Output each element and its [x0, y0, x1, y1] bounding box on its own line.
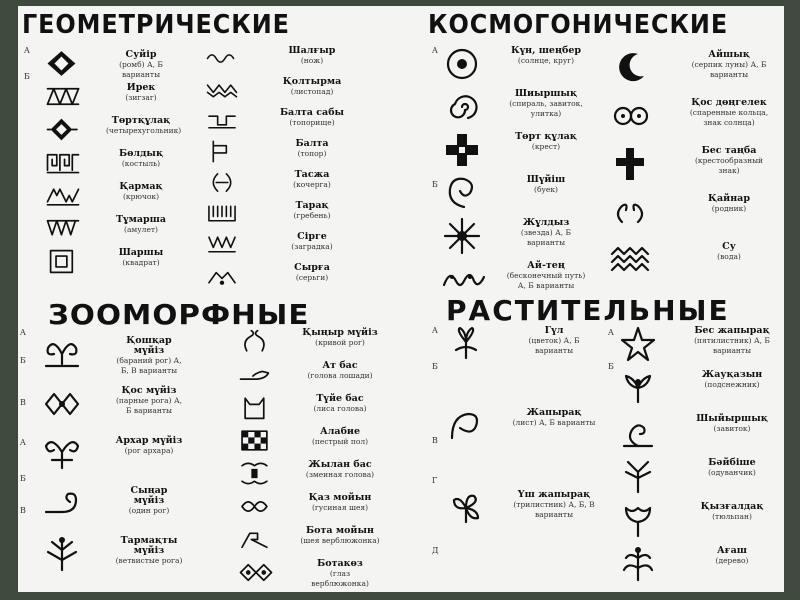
ornament-translation: (четырехугольник) — [106, 126, 182, 135]
ornament-translation: (парные рога) А, Б варианты — [115, 396, 183, 415]
ornament-label — [512, 326, 596, 356]
earring-icon — [196, 261, 248, 290]
ornament-name: Тұмарша — [115, 214, 166, 225]
ornament-name: Ай-тең — [527, 260, 565, 271]
ornament-label — [114, 336, 184, 376]
ornament-name: Бота мойын — [306, 525, 374, 536]
ornament-translation: (бесконечный путь) А, Б варианты — [506, 271, 586, 290]
ornament-label — [300, 559, 380, 589]
ornament-label — [686, 50, 772, 80]
ornament-translation: (звезда) А, Б варианты — [520, 228, 572, 247]
variant-marker: В — [20, 398, 26, 407]
ornament-name: Балта — [295, 138, 329, 149]
ornament-label — [114, 386, 184, 416]
ornament-translation: (гусиная шея) — [311, 503, 369, 512]
ornament-name: Сірге — [297, 231, 327, 242]
ornament-label — [300, 394, 380, 414]
dandelion-icon — [614, 456, 666, 496]
ornament-label — [300, 361, 380, 381]
section-title-zoomorphic: ЗООМОРФНЫЕ — [48, 298, 310, 331]
variant-marker: A — [432, 46, 438, 55]
ornament-name: Ат бас — [322, 360, 358, 371]
ornament-translation: (гребень) — [293, 211, 331, 220]
ornament-translation: (серпик луны) А, Б варианты — [691, 60, 767, 79]
curl-icon — [614, 412, 666, 452]
variant-marker: A — [20, 438, 26, 447]
ornament-translation: (бараний рог) А, Б, В варианты — [116, 356, 182, 375]
variant-marker: A — [20, 328, 26, 337]
triangle-band-icon — [42, 213, 84, 244]
variant-marker: A — [432, 326, 438, 335]
ornament-label — [300, 526, 380, 546]
ornament-label — [506, 218, 586, 248]
ornament-translation: (пестрый пол) — [311, 437, 369, 446]
ornament-name: Бәйбіше — [708, 457, 756, 468]
ornament-name: Ағаш — [717, 545, 747, 556]
ornament-name: Балта сабы — [279, 107, 345, 118]
ornament-name: Қаз мойын — [308, 492, 372, 503]
ornament-label — [300, 460, 380, 480]
ornament-translation: (костыль) — [121, 159, 161, 168]
variant-marker: Г — [432, 476, 438, 485]
ornament-name: Түйе бас — [316, 393, 364, 404]
ornament-name: Қайнар — [708, 193, 750, 204]
ornament-label — [300, 493, 380, 513]
water-icon — [610, 240, 654, 280]
variant-marker: Б — [432, 362, 438, 371]
ornament-translation: (спираль, завиток, улитка) — [509, 99, 583, 118]
ornament-name: Алабие — [319, 426, 361, 437]
ornament-name: Қос дөңгелек — [691, 97, 767, 108]
ornament-label — [512, 490, 596, 520]
ornament-translation: (вода) — [717, 252, 741, 261]
ornament-label — [274, 108, 350, 128]
ornament-label — [106, 182, 176, 202]
ornament-label — [114, 486, 184, 516]
goose-neck-icon — [226, 491, 286, 522]
ornament-label — [506, 46, 586, 66]
ornament-label — [506, 89, 586, 119]
ornament-name: Қос мүйіз — [121, 385, 177, 396]
fence-icon — [196, 230, 248, 259]
variant-marker: A — [24, 46, 30, 55]
ornament-translation: (нож) — [300, 56, 324, 65]
ornament-translation: (ромб) А, Б варианты — [119, 60, 163, 79]
ornament-name: Шыйыршық — [696, 413, 768, 424]
ornament-name: Гүл — [544, 325, 564, 336]
ornament-label — [274, 170, 350, 190]
checker-icon — [226, 425, 286, 456]
branched-horn-icon — [34, 534, 94, 574]
ornament-translation: (ветвистые рога) — [115, 556, 183, 565]
ornament-translation: (топорище) — [289, 118, 335, 127]
ornament-name: Тасжа — [294, 169, 330, 180]
ornament-translation: (заградка) — [291, 242, 333, 251]
five-leaf-icon — [614, 324, 666, 364]
argali-horn-icon — [34, 434, 94, 474]
double-crescent-icon — [196, 168, 248, 197]
ornament-label — [690, 546, 774, 566]
ornament-name: Сыңар мүйіз — [130, 485, 168, 506]
ornament-translation: (пятилистник) А, Б варианты — [694, 336, 770, 355]
ornament-label — [512, 408, 596, 428]
ornament-label — [690, 326, 774, 356]
ornament-name: Бес жапырақ — [694, 325, 770, 336]
variant-marker: В — [432, 436, 438, 445]
running-spiral-icon — [442, 259, 486, 299]
ornament-translation: (спаренные кольца, знак солнца) — [689, 108, 769, 127]
ornament-name: Бес таңба — [701, 145, 757, 156]
flower-icon — [442, 324, 494, 364]
ornament-translation: (глаз верблюжонка) — [311, 569, 369, 588]
section-title-plant: РАСТИТЕЛЬНЫЕ — [446, 294, 730, 327]
ornament-name: Ботакөз — [317, 558, 363, 569]
ornament-translation: (амулет) — [124, 225, 158, 234]
ornament-translation: (дерево) — [715, 556, 749, 565]
ornament-label — [106, 50, 176, 80]
double-horn-icon — [34, 384, 94, 424]
star-icon — [442, 216, 486, 256]
spiral-icon — [442, 87, 486, 127]
variant-marker: Б — [20, 474, 26, 483]
square-icon — [42, 246, 84, 277]
ornament-label — [106, 83, 176, 103]
comb-icon — [196, 199, 248, 228]
moon-icon — [610, 48, 654, 88]
ornament-label — [506, 261, 586, 291]
ornament-label — [686, 98, 772, 128]
ornament-translation: (крест) — [531, 142, 561, 151]
ornament-translation: (трилистник) А, Б, В варианты — [513, 500, 595, 519]
meander-icon — [42, 147, 84, 178]
tulip-icon — [614, 500, 666, 540]
variant-marker: Б — [24, 72, 30, 81]
snake-head-icon — [226, 458, 286, 489]
wave-line-icon — [196, 44, 248, 73]
ornament-translation: (крючок) — [122, 192, 160, 201]
ornament-name: Жауқазын — [701, 369, 763, 380]
ornament-label — [300, 328, 380, 348]
ornament-name: Төрт құлақ — [515, 131, 577, 142]
ornament-name: Ирек — [126, 82, 156, 93]
ornament-translation: (цветок) А, Б варианты — [528, 336, 580, 355]
ornament-translation: (серьги) — [295, 273, 329, 282]
variant-marker: Б — [432, 180, 438, 189]
ornament-translation: (завиток) — [713, 424, 751, 433]
ornament-label — [274, 201, 350, 221]
ornament-name: Шиыршық — [514, 88, 578, 99]
ornament-label — [274, 263, 350, 283]
ornament-name: Су — [722, 241, 736, 252]
ornament-translation: (буек) — [534, 185, 558, 194]
ornament-name: Қармақ — [119, 181, 163, 192]
ornament-label — [686, 242, 772, 262]
ornament-name: Тарақ — [295, 200, 329, 211]
ornament-translation: (подснежник) — [704, 380, 760, 389]
ornament-name: Суйір — [125, 49, 157, 60]
section-title-cosmogonic: КОСМОГОНИЧЕСКИЕ — [428, 10, 729, 40]
ornament-name: Шалғыр — [288, 45, 336, 56]
single-horn-icon — [34, 484, 94, 524]
ornament-translation: (солнце, круг) — [517, 56, 575, 65]
ornament-label — [274, 139, 350, 159]
crooked-horn-icon — [226, 326, 286, 357]
leaf-icon — [442, 406, 494, 446]
ornament-label — [114, 536, 184, 566]
ornament-translation: (листопад) — [290, 87, 334, 96]
ornament-translation: (тюльпан) — [712, 512, 752, 521]
ornament-label — [106, 149, 176, 169]
five-sign-icon — [610, 144, 654, 184]
ornament-name: Жұлдыз — [522, 217, 570, 228]
ornament-translation: (рог архара) — [124, 446, 174, 455]
chevron-band-icon — [196, 75, 248, 104]
ornament-name: Жапырақ — [526, 407, 582, 418]
cat-head-icon — [226, 392, 286, 423]
ornament-label — [274, 46, 350, 66]
circle-sun-icon — [442, 44, 486, 84]
trefoil-icon — [442, 488, 494, 528]
ornament-label — [690, 370, 774, 390]
ornament-label — [274, 77, 350, 97]
ornament-name: Сырға — [294, 262, 330, 273]
variant-marker: Б — [608, 362, 614, 371]
double-ring-icon — [610, 96, 654, 136]
ornament-name: Шаршы — [118, 247, 164, 258]
paisley-icon — [442, 173, 486, 213]
ornament-label — [686, 194, 772, 214]
ornament-translation: (одуванчик) — [708, 468, 756, 477]
ornament-label — [690, 502, 774, 522]
ornament-label — [690, 458, 774, 478]
ornament-label — [114, 436, 184, 456]
variant-marker: Д — [432, 546, 439, 555]
cross-icon — [442, 130, 486, 170]
rhombus-icon — [42, 48, 84, 79]
tree-icon — [614, 544, 666, 584]
ornament-name: Үш жапырақ — [517, 489, 591, 500]
ornament-label — [106, 215, 176, 235]
ornament-name: Айшық — [708, 49, 750, 60]
ornament-translation: (лиса голова) — [313, 404, 367, 413]
horse-head-icon — [226, 359, 286, 390]
ornament-translation: (топор) — [297, 149, 327, 158]
ornament-translation: (голова лошади) — [307, 371, 373, 380]
ornament-name: Төртқұлақ — [111, 115, 171, 126]
camel-eye-icon — [226, 557, 286, 588]
spring-icon — [610, 192, 654, 232]
ornament-translation: (крестообразный знак) — [694, 156, 764, 175]
ornament-translation: (зигзаг) — [125, 93, 157, 102]
ornament-translation: (один рог) — [128, 506, 170, 515]
section-title-geometric: ГЕОМЕТРИЧЕСКИЕ — [22, 10, 290, 40]
ornament-label — [506, 175, 586, 195]
four-ear-icon — [42, 114, 84, 145]
ornament-name: Қызғалдақ — [700, 501, 764, 512]
ornament-label — [106, 115, 182, 136]
ornament-name: Тармақты мүйіз — [120, 535, 178, 556]
ornament-label — [274, 232, 350, 252]
ornament-label — [686, 146, 772, 176]
ornament-translation: (квадрат) — [122, 258, 160, 267]
ornament-name: Күн, шеңбер — [510, 45, 582, 56]
ornament-translation: (кочерга) — [293, 180, 331, 189]
ornament-name: Қошқар мүйіз — [126, 335, 172, 356]
ornament-translation: (кривой рог) — [315, 338, 365, 347]
ornament-name: Шүйіш — [526, 174, 566, 185]
variant-marker: Б — [20, 356, 26, 365]
ornament-name: Архар мүйіз — [115, 435, 183, 446]
axe-icon — [196, 137, 248, 166]
ornament-translation: (лист) А, Б варианты — [512, 418, 596, 427]
ornament-label — [300, 427, 380, 447]
ornament-name: Жылан бас — [308, 459, 372, 470]
ram-horn-icon — [34, 334, 94, 374]
snowdrop-icon — [614, 368, 666, 408]
ornament-label — [506, 132, 586, 152]
variant-marker: В — [20, 506, 26, 515]
variant-marker: A — [608, 328, 614, 337]
ornament-translation: (родник) — [711, 204, 747, 213]
ornament-translation: (шея верблюжонка) — [300, 536, 380, 545]
ornament-name: Қыңыр мүйіз — [302, 327, 378, 338]
ornament-translation: (змеиная голова) — [305, 470, 375, 479]
ornament-name: Бөлдық — [118, 148, 164, 159]
ornament-chart — [18, 6, 784, 592]
ornament-name: Қолтырма — [282, 76, 342, 87]
camel-neck-icon — [226, 524, 286, 555]
zigzag-band-icon — [42, 81, 84, 112]
axe-handle-icon — [196, 106, 248, 135]
ornament-label — [690, 414, 774, 434]
ornament-label — [106, 248, 176, 268]
hook-band-icon — [42, 180, 84, 211]
